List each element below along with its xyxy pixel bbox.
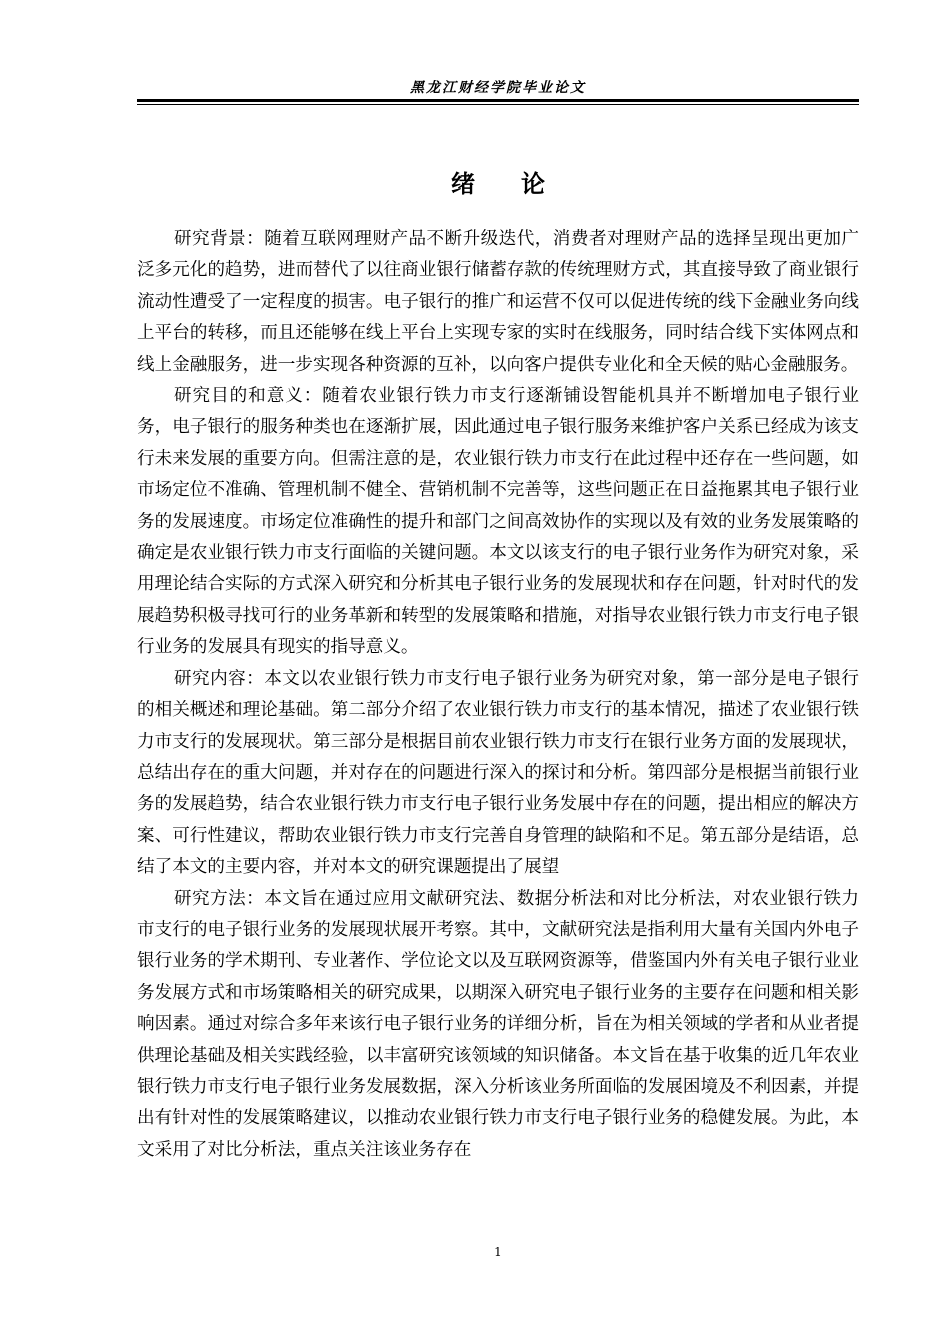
header-rule-thin (137, 104, 859, 105)
paragraph-research-content: 研究内容：本文以农业银行铁力市支行电子银行业务为研究对象，第一部分是电子银行的相关概述和理论基础。第二部分介绍了农业银行铁力市支行的基本情况，描述了农业银行铁力市支行的发展现状。第三部分是根据目前农业银行铁力市支行在银行业务方面的发展现状，总结出存在的重大问题，并对存在的问题进行深入的探讨和分析。第四部分是根据当前银行业务的发展趋势，结合农业银行铁力市支行电子银行业务发展中存在的问题，提出相应的解决方案、可行性建议，帮助农业银行铁力市支行完善自身管理的缺陷和不足。第五部分是结语，总结了本文的主要内容，并对本文的研究课题提出了展望 (137, 668, 859, 878)
paragraph-research-purpose: 研究目的和意义：随着农业银行铁力市支行逐渐铺设智能机具并不断增加电子银行业务，电子银行的服务种类也在逐渐扩展，因此通过电子银行服务来维护客户关系已经成为该支行未来发展的重要方向。但需注意的是，农业银行铁力市支行在此过程中还存在一些问题，如市场定位不准确、管理机制不健全、营销机制不完善等，这些问题正在日益拖累其电子银行业务的发展速度。市场定位准确性的提升和部门之间高效协作的实现以及有效的业务发展策略的确定是农业银行铁力市支行面临的关键问题。本文以该支行的电子银行业务作为研究对象，采用理论结合实际的方式深入研究和分析其电子银行业务的发展现状和存在问题，针对时代的发展趋势积极寻找可行的业务革新和转型的发展策略和措施，对指导农业银行铁力市支行电子银行业务的发展具有现实的指导意义。 (137, 386, 859, 658)
body-text (137, 224, 859, 1166)
paragraph-research-method: 研究方法：本文旨在通过应用文献研究法、数据分析法和对比分析法，对农业银行铁力市支行的电子银行业务的发展现状展开考察。其中，文献研究法是指利用大量有关国内外电子银行业务的学术期刊、专业著作、学位论文以及互联网资源等，借鉴国内外有关电子银行业业务发展方式和市场策略相关的研究成果，以期深入研究电子银行业务的主要存在问题和相关影响因素。通过对综合多年来该行电子银行业务的详细分析，旨在为相关领域的学者和从业者提供理论基础及相关实践经验，以丰富研究该领域的知识储备。本文旨在基于收集的近几年农业银行铁力市支行电子银行业务发展数据，深入分析该业务所面临的发展困境及不利因素，并提出有针对性的发展策略建议，以推动农业银行铁力市支行电子银行业务的稳健发展。为此，本文采用了对比分析法，重点关注该业务存在 (137, 888, 859, 1160)
page-number: 1 (494, 1245, 502, 1259)
running-header-title: 黑龙江财经学院毕业论文 (410, 80, 586, 96)
paragraph-research-background: 研究背景：随着互联网理财产品不断升级迭代，消费者对理财产品的选择呈现出更加广泛多元化的趋势，进而替代了以往商业银行储蓄存款的传统理财方式，其直接导致了商业银行流动性遭受了一定程度的损害。电子银行的推广和运营不仅可以促进传统的线下金融业务向线上平台的转移，而且还能够在线上平台上实现专家的实时在线服务，同时结合线下实体网点和线上金融服务，进一步实现各种资源的互补，以向客户提供专业化和全天候的贴心金融服务。 (137, 229, 859, 375)
chapter-title: 绪论 (451, 169, 591, 198)
header-rule-thick (137, 99, 859, 102)
